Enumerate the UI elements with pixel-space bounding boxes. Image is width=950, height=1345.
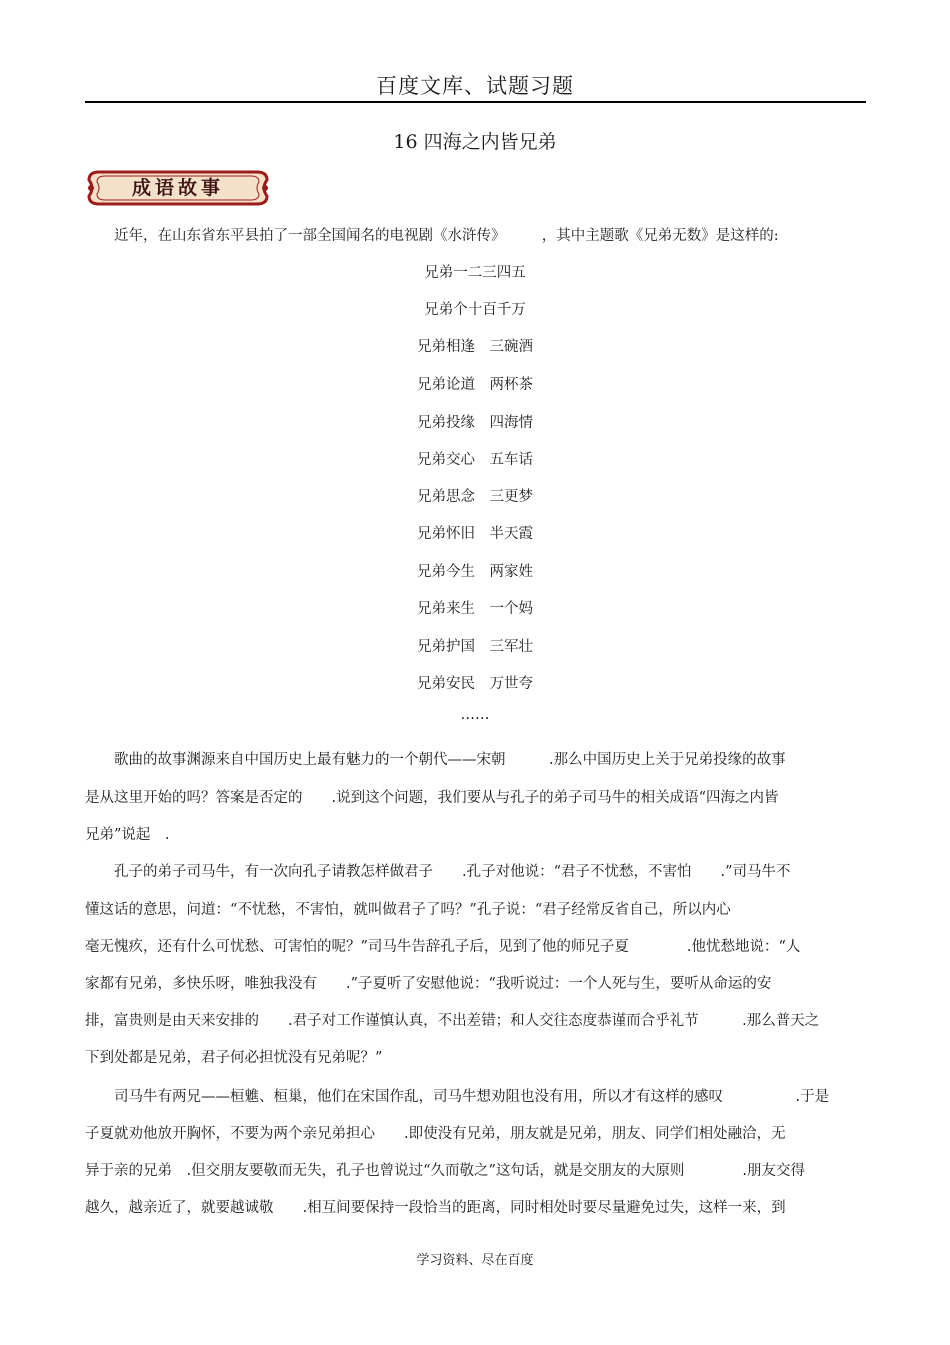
poem-line: 兄弟相逢 三碗酒 xyxy=(417,339,533,355)
page-footer: 学习资料、尽在百度 xyxy=(416,1253,534,1268)
poem-line: 兄弟怀旧 半天霞 xyxy=(417,526,533,542)
body-line: 下到处都是兄弟，君子何必担忧没有兄弟呢？” xyxy=(85,1050,383,1066)
poem-line: 兄弟来生 一个妈 xyxy=(417,601,533,617)
body-line: 子夏就劝他放开胸怀，不要为两个亲兄弟担心 .即使没有兄弟，朋友就是兄弟，朋友、同学们相处融洽，无 xyxy=(85,1126,786,1142)
poem-line: 兄弟论道 两杯茶 xyxy=(417,377,533,393)
poem-ellipsis: …… xyxy=(460,707,490,723)
body-line: 排，富贵则是由天来安排的 .君子对工作谨慎认真，不出差错；和人交往态度恭谨而合乎礼节 .那么普天之 xyxy=(85,1013,820,1029)
poem-line: 兄弟护国 三军壮 xyxy=(417,639,533,655)
poem-line: 兄弟个十百千万 xyxy=(424,302,526,318)
header-title: 百度文库、试题习题 xyxy=(376,74,574,98)
body-line: 异于亲的兄弟 .但交朋友要敬而无失，孔子也曾说过“久而敬之”这句话，就是交朋友的大原则 .朋友交得 xyxy=(85,1163,806,1179)
poem-line: 兄弟安民 万世夸 xyxy=(417,676,533,692)
poem-line: 兄弟投缘 四海情 xyxy=(417,415,533,431)
poem-line: 兄弟交心 五车话 xyxy=(417,452,533,468)
body-line: 孔子的弟子司马牛，有一次向孔子请教怎样做君子 .孔子对他说：“君子不忧愁，不害怕 .”司马牛不 xyxy=(114,864,791,880)
document-title: 16 四海之内皆兄弟 xyxy=(393,131,557,153)
intro-paragraph: 近年，在山东省东平县拍了一部全国闻名的电视剧《水浒传》 ，其中主题歌《兄弟无数》是这样的: xyxy=(114,228,779,244)
poem-line: 兄弟今生 两家姓 xyxy=(417,564,533,580)
body-line: 毫无愧疚，还有什么可忧愁、可害怕的呢？”司马牛告辞孔子后，见到了他的师兄子夏 .他忧愁地说：“人 xyxy=(85,939,801,955)
poem-line: 兄弟思念 三更梦 xyxy=(417,489,533,505)
banner-label: 成语故事 xyxy=(131,177,224,199)
body-line: 懂这话的意思，问道：“不忧愁，不害怕，就叫做君子了吗？”孔子说：“君子经常反省自己，所以内心 xyxy=(85,902,731,918)
body-line: 越久，越亲近了，就要越诚敬 .相互间要保持一段恰当的距离，同时相处时要尽量避免过失，这样一来，到 xyxy=(85,1200,786,1216)
section-banner xyxy=(85,166,271,210)
body-line: 是从这里开始的吗？答案是否定的 .说到这个问题，我们要从与孔子的弟子司马牛的相关成语“四海之内皆 xyxy=(85,790,779,806)
poem-line: 兄弟一二三四五 xyxy=(424,265,526,281)
header-rule xyxy=(85,101,866,103)
body-line: 歌曲的故事渊源来自中国历史上最有魅力的一个朝代——宋朝 .那么中国历史上关于兄弟投缘的故事 xyxy=(114,752,786,768)
body-line: 司马牛有两兄——桓魋、桓巢，他们在宋国作乱，司马牛想劝阻也没有用，所以才有这样的感叹 .于是 xyxy=(114,1089,830,1105)
body-line: 兄弟”说起 . xyxy=(85,827,170,843)
body-line: 家都有兄弟，多快乐呀，唯独我没有 .”子夏听了安慰他说：“我听说过：一个人死与生，要听从命运的安 xyxy=(85,976,772,992)
